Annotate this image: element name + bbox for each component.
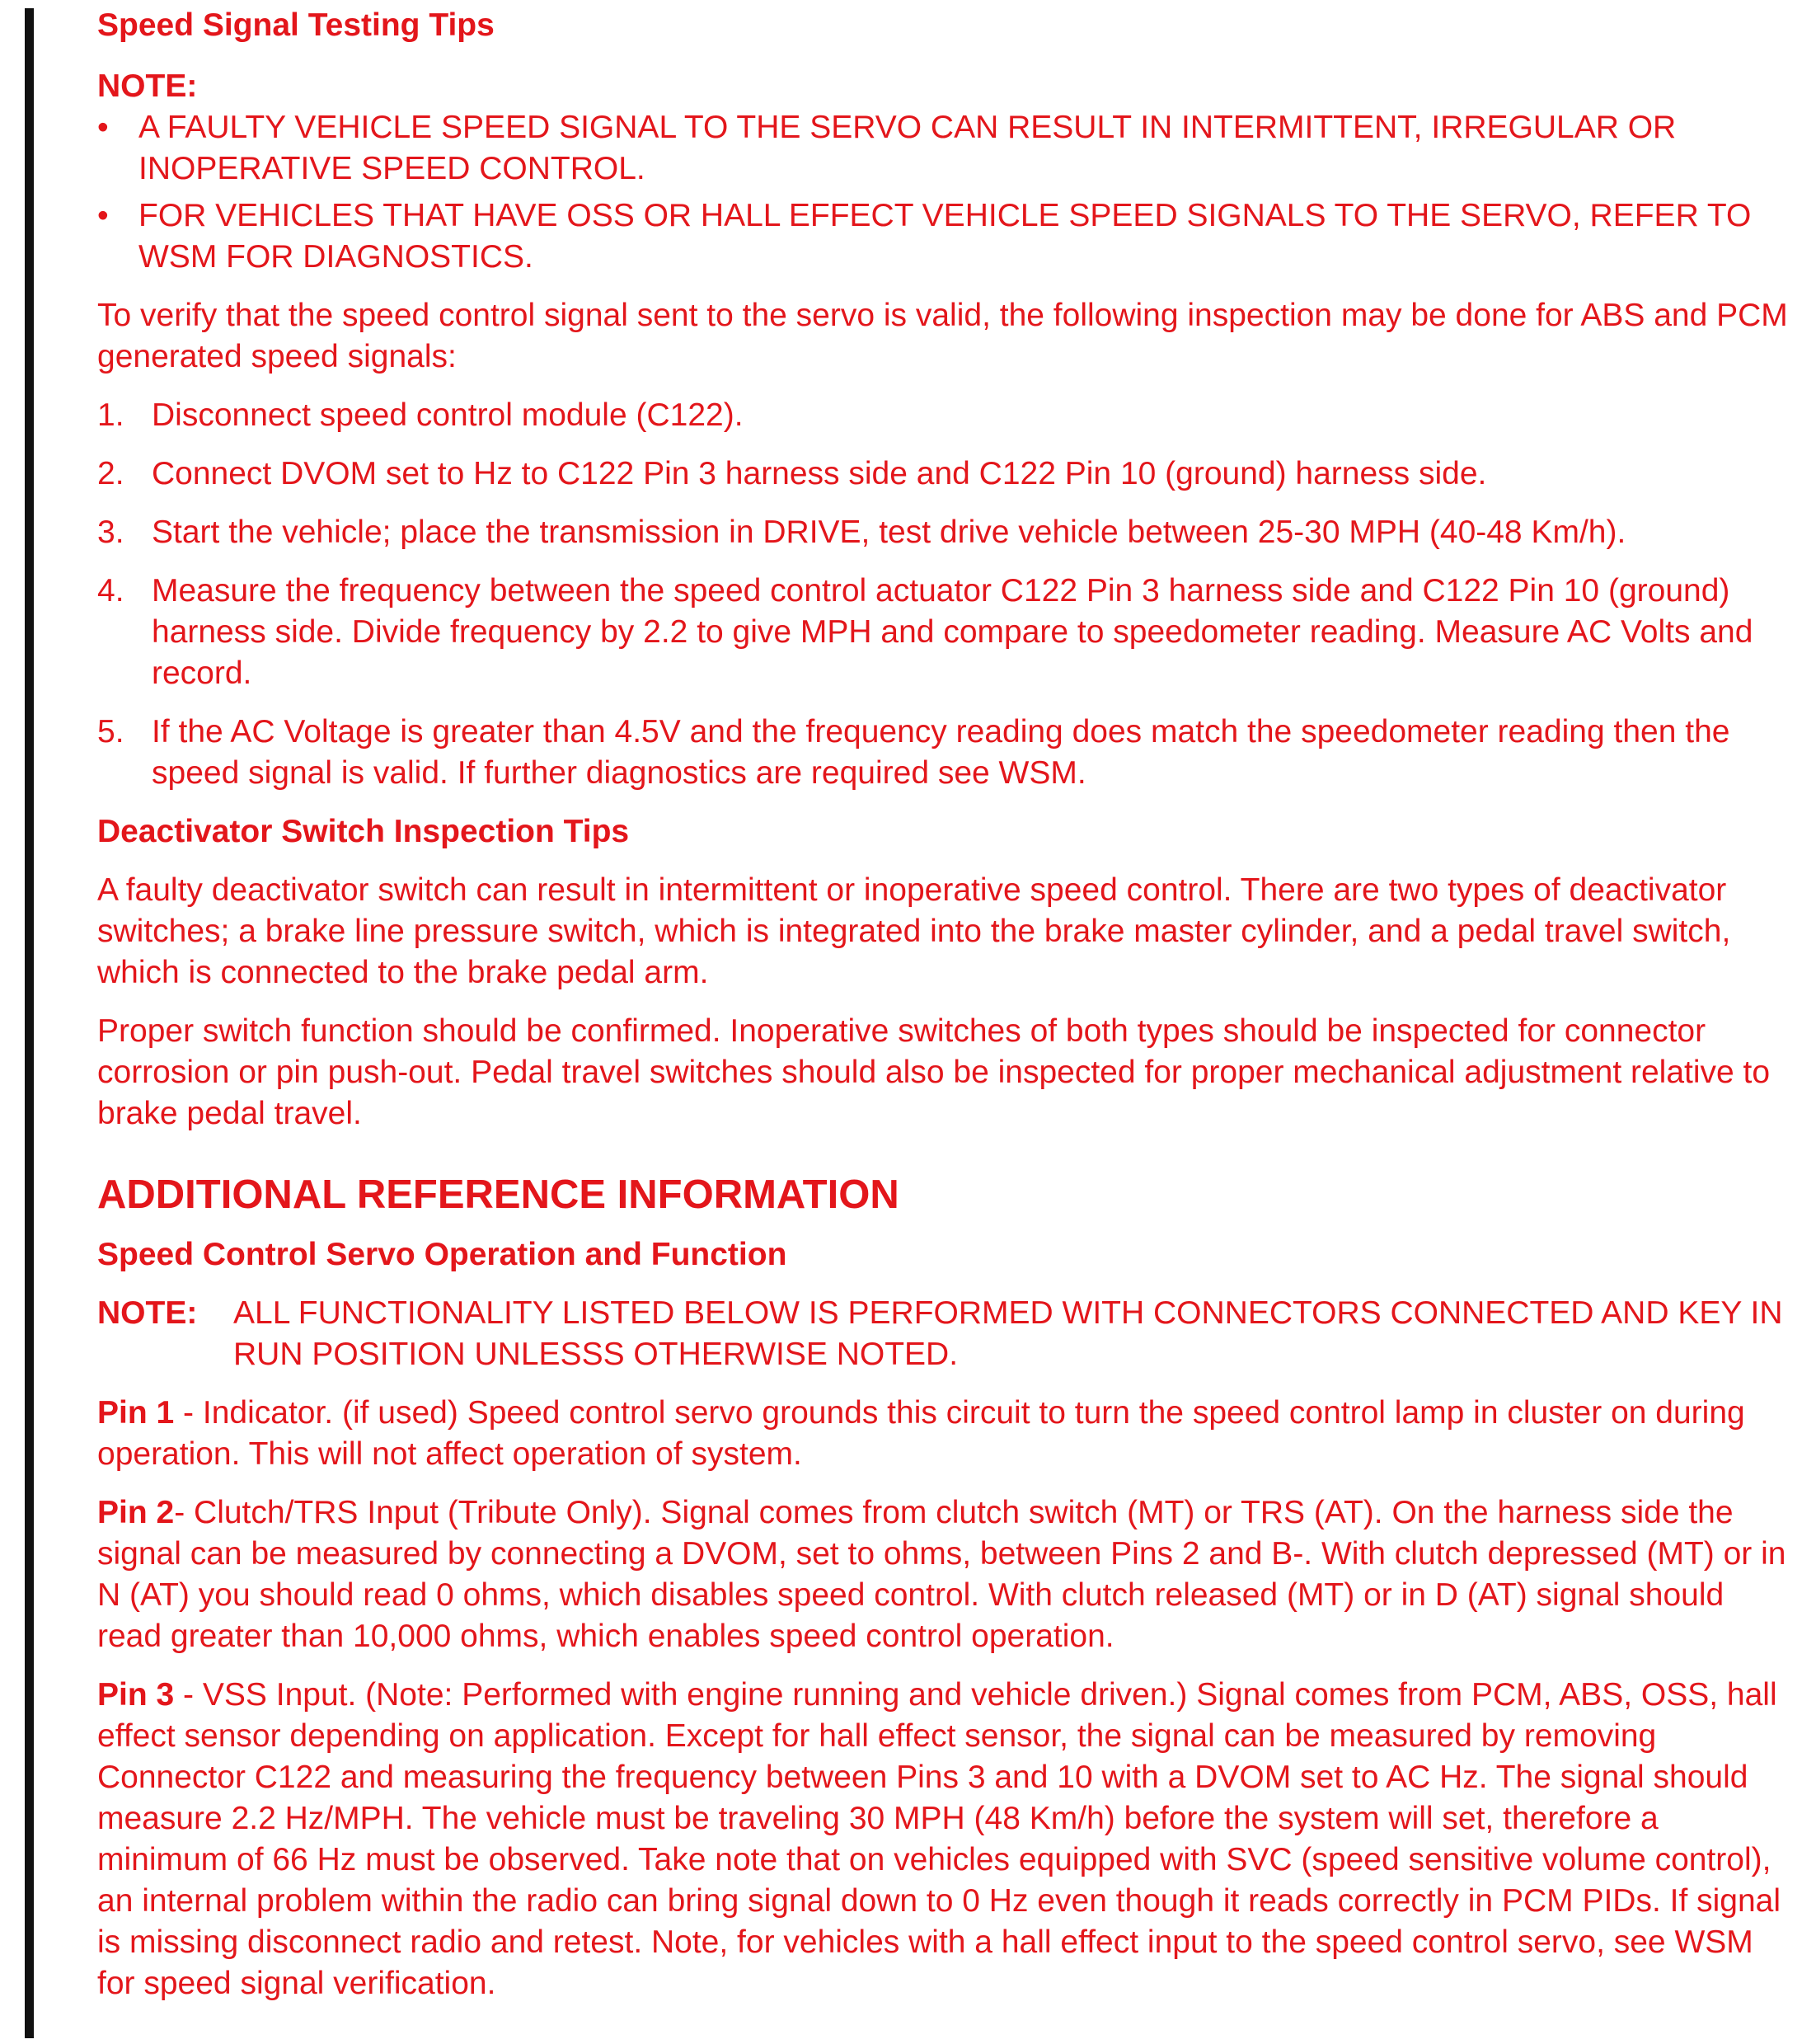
step-number: 3. [97, 515, 124, 550]
pin-label: Pin 3 [97, 1677, 175, 1713]
pin-description: VSS Input. (Note: Performed with engine running and vehicle driven.) Signal comes from PCM, ABS, OSS, hall effect sensor depending on application. Except for hall effect sensor, the signal can be measured by removing Connector C122 and measuring the frequency between Pins 3 and 10 with a DVOM set to AC Hz. The signal should measure 2.2 Hz/MPH. The vehicle must be traveling 30 MPH (48 Km/h) before the system will set, therefore a minimum of 66 Hz must be observed. Take note that on vehicles equipped with SVC (speed sensitive volume control), an internal problem within the radio can bring signal down to 0 Hz even though it reads correctly in PCM PIDs. If signal is missing disconnect radio and retest. Note, for vehicles with a hall effect input to the speed control servo, see WSM for speed signal verification. [97, 1677, 1781, 2001]
note-label: NOTE: [97, 68, 198, 104]
step-text: If the AC Voltage is greater than 4.5V and the frequency reading does match the speedometer reading then the speed signal is valid. If further diagnostics are required see WSM. [152, 714, 1730, 791]
document-content [97, 3, 1792, 2004]
step-text: Measure the frequency between the speed control actuator C122 Pin 3 harness side and C122 Pin 10 (ground) harness side. Divide frequency by 2.2 to give MPH and compare to speedometer reading. Measure AC Volts and record. [152, 573, 1753, 691]
deactivator-paragraph-1: A faulty deactivator switch can result in intermittent or inoperative speed control. There are two types of deactivator switches; a brake line pressure switch, which is integrated into the brake master cylinder, and a pedal travel switch, which is connected to the brake pedal arm. [97, 872, 1731, 990]
step-number: 2. [97, 456, 124, 491]
step-item [97, 453, 1792, 495]
step-text: Connect DVOM set to Hz to C122 Pin 3 harness side and C122 Pin 10 (ground) harness side. [152, 456, 1487, 491]
servo-note [97, 1293, 1792, 1375]
servo-note-text: ALL FUNCTIONALITY LISTED BELOW IS PERFORMED WITH CONNECTORS CONNECTED AND KEY IN RUN POSITION UNLESSS OTHERWISE NOTED. [233, 1295, 1783, 1372]
pin-2-paragraph [97, 1492, 1792, 1657]
revision-bar [25, 8, 34, 2038]
servo-operation-title: Speed Control Servo Operation and Function [97, 1237, 787, 1272]
step-text: Start the vehicle; place the transmission in DRIVE, test drive vehicle between 25-30 MPH (40-48 Km/h). [152, 515, 1626, 550]
pin-label: Pin 2 [97, 1495, 175, 1530]
step-text: Disconnect speed control module (C122). [152, 397, 744, 433]
pin-description: Indicator. (if used) Speed control servo grounds this circuit to turn the speed control lamp in cluster on during operation. This will not affect operation of system. [97, 1395, 1745, 1472]
pin-description: Clutch/TRS Input (Tribute Only). Signal comes from clutch switch (MT) or TRS (AT). On the harness side the signal can be measured by connecting a DVOM, set to ohms, between Pins 2 and B-. With clutch depressed (MT) or in N (AT) you should read 0 ohms, which disables speed control. With clutch released (MT) or in D (AT) signal should read greater than 10,000 ohms, which enables speed control operation. [97, 1495, 1786, 1654]
pin-separator: - [174, 1495, 195, 1530]
step-item [97, 512, 1792, 553]
pin-1-paragraph [97, 1393, 1792, 1475]
step-number: 4. [97, 573, 124, 609]
intro-paragraph: To verify that the speed control signal sent to the servo is valid, the following inspection may be done for ABS and PCM generated speed signals: [97, 298, 1788, 374]
bullet-dot: • [97, 110, 109, 145]
pin-label: Pin 1 [97, 1395, 175, 1431]
note-bullet-text: A FAULTY VEHICLE SPEED SIGNAL TO THE SERVO CAN RESULT IN INTERMITTENT, IRREGULAR OR INOPERATIVE SPEED CONTROL. [138, 110, 1677, 186]
bullet-dot: • [97, 198, 109, 233]
pin-3-paragraph [97, 1675, 1792, 2004]
note-bullet [97, 195, 1792, 278]
deactivator-switch-title: Deactivator Switch Inspection Tips [97, 814, 630, 849]
speed-signal-testing-tips-title: Speed Signal Testing Tips [97, 7, 495, 43]
additional-reference-heading: ADDITIONAL REFERENCE INFORMATION [97, 1172, 899, 1217]
step-item [97, 395, 1792, 436]
step-number: 5. [97, 714, 124, 749]
deactivator-paragraph-2: Proper switch function should be confirmed. Inoperative switches of both types should be inspected for connector corrosion or pin push-out. Pedal travel switches should also be inspected for proper mechanical adjustment relative to brake pedal travel. [97, 1013, 1771, 1131]
step-item [97, 712, 1792, 794]
pin-separator: - [174, 1677, 203, 1713]
pin-separator: - [174, 1395, 203, 1431]
step-item [97, 571, 1792, 694]
note-label: NOTE: [97, 1295, 198, 1331]
note-bullet-text: FOR VEHICLES THAT HAVE OSS OR HALL EFFECT VEHICLE SPEED SIGNALS TO THE SERVO, REFER TO WSM FOR DIAGNOSTICS. [138, 198, 1752, 275]
note-bullet [97, 107, 1792, 190]
step-number: 1. [97, 397, 124, 433]
